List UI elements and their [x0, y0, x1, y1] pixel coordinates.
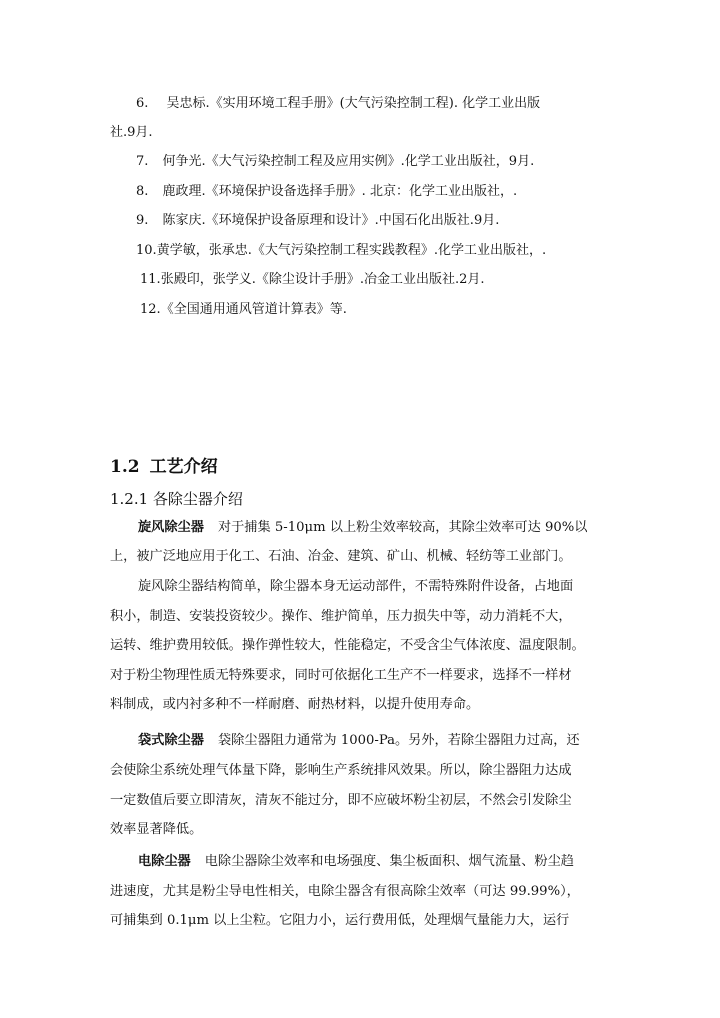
reference-6 — [136, 95, 540, 113]
paragraph-line — [138, 732, 580, 750]
section-title: 工艺介绍 — [149, 457, 218, 477]
reference-text: 吴忠标.《实用环境工程手册》(大气污染控制工程). 化学工业出版 — [166, 96, 541, 111]
subsection-heading: 1.2.1 各除尘器介绍 — [110, 490, 243, 508]
paragraph-line: 对于粉尘物理性质无特殊要求，同时可依据化工生产不一样要求，选择不一样材 — [110, 668, 572, 683]
paragraph-line: 会使除尘系统处理气体量下降，影响生产系统排风效果。所以，除尘器阻力达成 — [110, 763, 572, 778]
reference-number: 10. — [136, 243, 157, 258]
paragraph-line — [138, 853, 574, 871]
reference-number: 8. — [136, 184, 149, 199]
reference-text: 何争光.《大气污染控制工程及应用实例》.化学工业出版社，9月. — [162, 154, 535, 169]
reference-9 — [136, 212, 499, 230]
reference-6-continuation: 社.9月. — [110, 125, 153, 140]
reference-number: 7. — [136, 154, 149, 169]
term-esp: 电除尘器 — [138, 854, 191, 869]
paragraph-line: 可捕集到 0.1μm 以上尘粒。它阻力小，运行费用低，处理烟气量能力大，运行 — [110, 913, 570, 928]
paragraph-line: 一定数值后要立即清灰，清灰不能过分，即不应破坏粉尘初层，不然会引发除尘 — [110, 793, 572, 808]
reference-text: 黄学敏，张承忠.《大气污染控制工程实践教程》.化学工业出版社，. — [156, 243, 547, 258]
reference-number: 6. — [136, 96, 149, 111]
section-number: 1.2 — [110, 457, 140, 477]
paragraph-line: 效率显著降低。 — [110, 822, 203, 837]
reference-text: 陈家庆.《环境保护设备原理和设计》.中国石化出版社.9月. — [162, 213, 500, 228]
reference-text: 《全国通用通风管道计算表》等. — [160, 302, 347, 317]
reference-number: 11. — [140, 272, 161, 287]
paragraph-line: 旋风除尘器结构简单，除尘器本身无运动部件，不需特殊附件设备，占地面 — [138, 579, 574, 594]
reference-7 — [136, 153, 534, 171]
reference-text: 张殿印，张学义.《除尘设计手册》.冶金工业出版社.2月. — [160, 272, 485, 287]
paragraph-line: 运转、维护费用较低。操作弹性较大，性能稳定，不受含尘气体浓度、温度限制。 — [110, 638, 585, 653]
paragraph-line: 积小，制造、安装投资较少。操作、维护简单，压力损失中等，动力消耗不大， — [110, 609, 572, 624]
reference-number: 9. — [136, 213, 149, 228]
reference-10 — [136, 242, 546, 260]
paragraph-line: 上，被广泛地应用于化工、石油、冶金、建筑、矿山、机械、轻纺等工业部门。 — [110, 549, 572, 564]
reference-12 — [140, 301, 347, 319]
paragraph-line: 料制成，或内衬多种不一样耐磨、耐热材料，以提升使用寿命。 — [110, 697, 480, 712]
paragraph-line — [138, 519, 587, 537]
reference-number: 12. — [140, 302, 161, 317]
term-bag-filter: 袋式除尘器 — [138, 733, 204, 748]
paragraph-text: 对于捕集 5-10μm 以上粉尘效率较高，其除尘效率可达 90%以 — [217, 520, 588, 535]
reference-text: 鹿政理.《环境保护设备选择手册》. 北京：化学工业出版社，. — [162, 184, 518, 199]
term-cyclone: 旋风除尘器 — [138, 520, 204, 535]
section-heading — [110, 452, 218, 477]
paragraph-line: 进速度，尤其是粉尘导电性相关，电除尘器含有很高除尘效率（可达 99.99%）， — [110, 884, 580, 899]
reference-8 — [136, 183, 517, 201]
paragraph-text: 电除尘器除尘效率和电场强度、集尘板面积、烟气流量、粉尘趋 — [204, 854, 574, 869]
reference-11 — [140, 271, 485, 289]
paragraph-text: 袋除尘器阻力通常为 1000-Pa。另外，若除尘器阻力过高，还 — [217, 733, 580, 748]
